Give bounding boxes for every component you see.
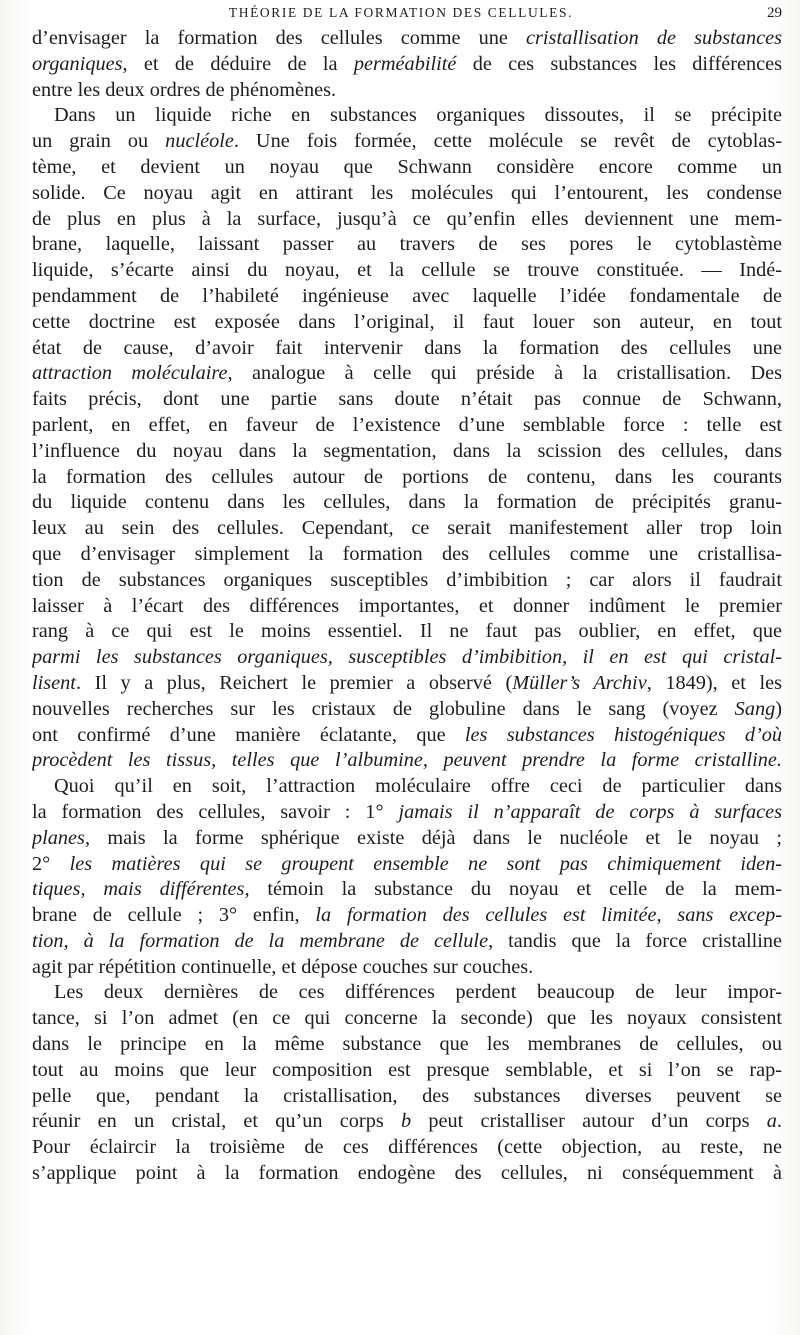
text-run: s’applique point à la formation endogène des cellules, ni conséquemment à	[32, 1162, 782, 1185]
text-run: Dans un liquide riche en substances organiques dissoutes, il se précipite	[54, 104, 782, 127]
text-line	[32, 516, 782, 542]
text-run: pelle que, pendant la cristallisation, des substances diverses peuvent se	[32, 1084, 782, 1107]
text-run: Pour éclaircir la troisième de ces différences (cette objection, au reste, ne	[32, 1136, 782, 1159]
text-line	[32, 800, 782, 826]
italic-text: parmi les substances organiques, susceptibles d’imbibition, il en est qui cristal-	[32, 646, 782, 669]
text-line	[32, 52, 782, 78]
italic-text: a	[766, 1110, 777, 1133]
text-line	[32, 465, 782, 491]
text-run: agit par répétition continuelle, et dépose couches sur couches.	[32, 955, 534, 978]
text-line	[32, 78, 782, 104]
text-line	[32, 439, 782, 465]
text-line	[32, 980, 782, 1006]
text-line	[32, 955, 782, 981]
text-run: .	[776, 1110, 782, 1133]
italic-text: attraction moléculaire	[32, 362, 228, 385]
text-line	[32, 594, 782, 620]
italic-text: procèdent les tissus, telles que l’albumine, peuvent prendre la forme cristalline.	[32, 749, 782, 772]
text-run: liquide, s’écarte ainsi du noyau, et la cellule se trouve constituée. — Indé-	[32, 259, 782, 282]
text-line	[32, 258, 782, 284]
text-run: , et de déduire de la	[122, 52, 354, 75]
text-line	[32, 129, 782, 155]
text-run: , témoin la substance du noyau et celle de la mem-	[244, 878, 782, 901]
text-line	[32, 1058, 782, 1084]
text-line	[32, 1084, 782, 1110]
italic-text: cristallisation de substances	[526, 27, 782, 49]
text-line	[32, 155, 782, 181]
text-run: peut cristalliser autour d’un corps	[411, 1110, 767, 1133]
text-run: , 1849), et les	[646, 671, 782, 694]
text-run: la formation des cellules, savoir : 1°	[32, 800, 399, 823]
text-run: Les deux dernières de ces différences perdent beaucoup de leur impor-	[54, 981, 782, 1004]
text-line	[32, 826, 782, 852]
text-run: solide. Ce noyau agit en attirant les molécules qui l’entourent, les condense	[32, 181, 782, 204]
text-line	[32, 413, 782, 439]
text-run: de ces substances les différences	[456, 52, 782, 75]
italic-text: tion, à la formation de la membrane de cellule	[32, 929, 489, 952]
text-run: , mais la forme sphérique existe déjà dans le nucléole et le noyau ;	[84, 826, 782, 849]
text-run: leux au sein des cellules. Cependant, ce serait manifestement aller trop loin	[32, 517, 782, 540]
running-head	[20, 2, 782, 24]
text-line	[32, 697, 782, 723]
text-run: laisser à l’écart des différences importantes, et donner indûment le premier	[32, 594, 782, 617]
text-run: réunir en un cristal, et qu’un corps	[32, 1110, 401, 1133]
italic-text: tiques, mais différentes	[32, 878, 245, 901]
text-run: du liquide contenu dans les cellules, dans la formation de précipités granu-	[32, 491, 782, 514]
text-run: de plus en plus à la surface, jusqu’à ce qu’enfin elles deviennent une mem-	[32, 207, 782, 230]
page-number: 29	[767, 5, 782, 21]
italic-text: organiques	[32, 52, 123, 75]
text-run: ont confirmé d’une manière éclatante, que	[32, 723, 465, 746]
text-line	[32, 361, 782, 387]
italic-text: planes	[32, 826, 85, 849]
text-line	[32, 1109, 782, 1135]
text-run: cette doctrine est exposée dans l’original, il faut louer son auteur, en tout	[32, 310, 782, 333]
text-line	[32, 387, 782, 413]
italic-text: jamais il n’apparaît de corps à surfaces	[398, 800, 782, 823]
text-run: , analogue à celle qui préside à la cristallisation. Des	[227, 362, 782, 385]
text-run: tout au moins que leur composition est presque semblable, et si l’on se rap-	[32, 1058, 782, 1081]
text-run: . Une fois formée, cette molécule se revêt de cytoblas-	[233, 130, 782, 153]
text-run: 2°	[32, 852, 70, 875]
italic-text: perméabilité	[353, 52, 457, 75]
text-line	[32, 1161, 782, 1187]
text-run: brane de cellule ; 3° enfin,	[32, 904, 316, 927]
text-run: tème, et devient un noyau que Schwann considère encore comme un	[32, 155, 782, 178]
text-line	[32, 619, 782, 645]
text-run: nouvelles recherches sur les cristaux de globuline dans le sang (voyez	[32, 697, 735, 720]
text-line	[32, 852, 782, 878]
text-line	[32, 645, 782, 671]
italic-text: la formation des cellules est limitée, sans excep-	[315, 904, 782, 927]
text-line	[32, 181, 782, 207]
text-line	[32, 284, 782, 310]
text-run: tance, si l’on admet (en ce qui concerne la seconde) que les noyaux consistent	[32, 1007, 782, 1030]
italic-text: les substances histogéniques d’où	[464, 723, 782, 746]
body-text	[32, 26, 782, 1187]
text-run: dans le principe en la même substance que les membranes de cellules, ou	[32, 1033, 782, 1056]
italic-text: les matières qui se groupent ensemble ne sont pas chimiquement iden-	[69, 852, 782, 875]
italic-text: nucléole	[165, 130, 234, 153]
text-run: brane, laquelle, laissant passer au travers de ses pores le cytoblastème	[32, 233, 782, 256]
italic-text: b	[400, 1110, 412, 1133]
italic-text: Sang	[734, 697, 776, 720]
text-run: l’influence du noyau dans la segmentation, dans la scission des cellules, dans	[32, 439, 782, 462]
text-run: pendamment de l’habileté ingénieuse avec laquelle l’idée fondamentale de	[32, 284, 782, 307]
running-title: THÉORIE DE LA FORMATION DES CELLULES.	[228, 5, 574, 20]
text-line	[32, 929, 782, 955]
text-line	[32, 232, 782, 258]
text-line	[32, 207, 782, 233]
italic-text: lisent	[32, 671, 76, 694]
text-run: d’envisager la formation des cellules comme une	[32, 27, 527, 49]
text-line	[32, 723, 782, 749]
text-line	[32, 1006, 782, 1032]
text-line	[32, 1135, 782, 1161]
text-run: rang à ce qui est le moins essentiel. Il ne faut pas oublier, en effet, que	[32, 620, 782, 643]
text-run: que d’envisager simplement la formation des cellules comme une cristallisa-	[32, 542, 782, 565]
text-line	[32, 1032, 782, 1058]
text-line	[32, 877, 782, 903]
italic-text: Müller’s Archiv	[512, 671, 647, 694]
text-line	[32, 103, 782, 129]
text-run: Quoi qu’il en soit, l’attraction moléculaire offre ceci de particulier dans	[54, 775, 782, 798]
text-line	[32, 748, 782, 774]
text-line	[32, 568, 782, 594]
text-run: la formation des cellules autour de portions de contenu, dans les courants	[32, 465, 782, 488]
text-line	[32, 671, 782, 697]
text-run: parlent, en effet, en faveur de l’existence d’une semblable force : telle est	[32, 413, 782, 436]
text-line	[32, 310, 782, 336]
text-run: . Il y a plus, Reichert le premier a observé (	[75, 671, 513, 694]
text-line	[32, 490, 782, 516]
text-run: , tandis que la force cristalline	[488, 929, 782, 952]
text-line	[32, 774, 782, 800]
text-line	[32, 903, 782, 929]
text-run: état de cause, d’avoir fait intervenir dans la formation des cellules une	[32, 336, 782, 359]
text-line	[32, 336, 782, 362]
text-run: )	[775, 697, 782, 720]
text-line	[32, 26, 782, 52]
text-run: entre les deux ordres de phénomènes.	[32, 78, 337, 101]
text-line	[32, 542, 782, 568]
text-run: un grain ou	[32, 130, 166, 153]
text-run: faits précis, dont une partie sans doute n’était pas connue de Schwann,	[32, 388, 782, 411]
text-run: tion de substances organiques susceptibles d’imbibition ; car alors il faudrait	[32, 568, 782, 591]
